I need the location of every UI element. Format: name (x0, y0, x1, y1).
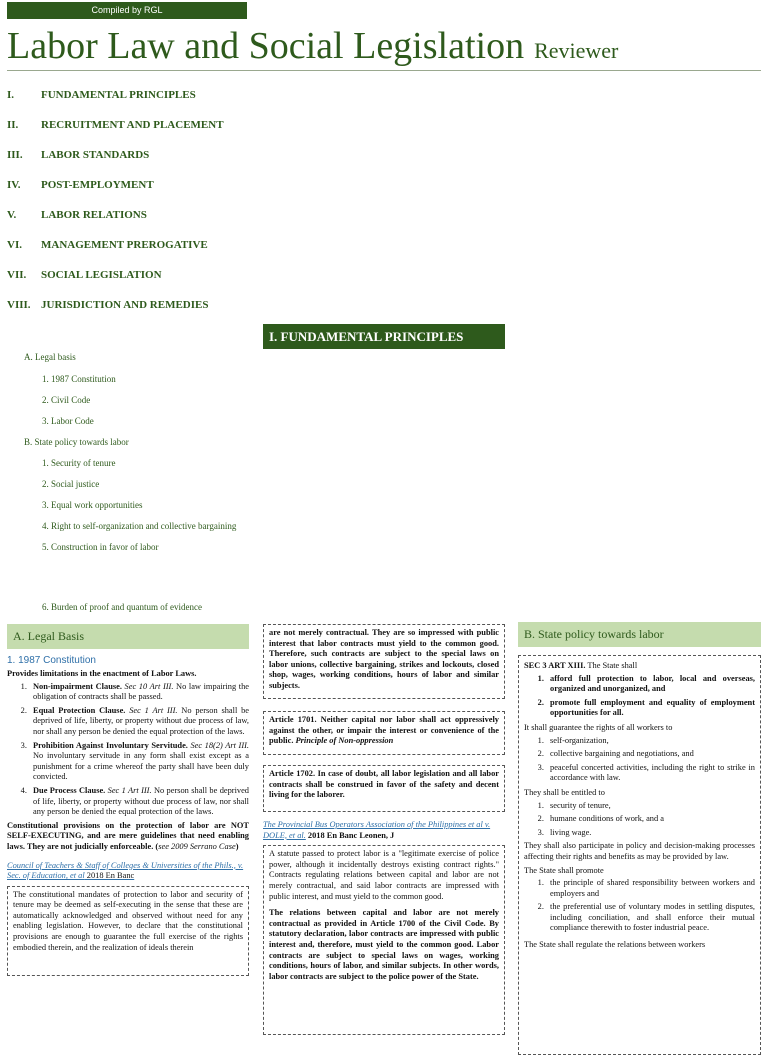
outline-item[interactable]: 2. Civil Code (42, 395, 91, 405)
case-name[interactable]: Council of Teachers & Staff of Colleges & Universities of the Phils., v. Sec. of Education, et al (7, 860, 244, 881)
list-item: 2. the preferential use of voluntary modes in settling disputes, including conciliation, and shall enforce their mutual compliance therewith to foster industrial peace. (546, 902, 755, 934)
list-item (29, 706, 249, 738)
clause-text: No person shall be deprived of life, liberty, or property without due process of law, nor shall any person be denied the equal protection of the laws. (33, 705, 249, 736)
para-citation: see 2009 Serrano Case (158, 841, 236, 851)
clause-list (7, 682, 249, 818)
quote-box (263, 845, 505, 1035)
toc-item[interactable] (7, 89, 196, 101)
list-item: 3. living wage. (546, 828, 755, 839)
list-item: 1. self-organization, (546, 736, 755, 747)
title-subtitle: Reviewer (534, 38, 619, 63)
title-divider (7, 70, 761, 71)
sec-line (524, 661, 755, 672)
list-item (29, 682, 249, 703)
outline-item[interactable]: 3. Equal work opportunities (42, 500, 143, 510)
outline-item[interactable]: 1. Security of tenure (42, 458, 116, 468)
quote-box: The constitutional mandates of protection to labor and security of tenure may be deemed as self-executing in the sense that these are automatically acknowledged and observed without need for any enabling legislation. However, to declare that the constitutional provisions are enough to guarantee the full exercise of the rights embodied therein, and the realization of ideals therein (7, 886, 249, 976)
paragraph: They shall also participate in policy and decision-making processes affecting their rights and benefits as may be provided by law. (524, 841, 755, 861)
case-year: 2018 En Banc Leonen, J (305, 830, 395, 840)
toc-item[interactable] (7, 269, 162, 281)
quote-box: are not merely contractual. They are so impressed with public interest that labor contracts must yield to the common good. Therefore, such contracts are subject to the special laws on labor unions, collective bargaining, strikes and lockouts, closed shop, wages, working conditions, hours of labor and similar subjects. (263, 624, 505, 699)
outline-item[interactable]: 5. Construction in favor of labor (42, 542, 159, 552)
case-title[interactable] (7, 861, 249, 882)
paragraph: The relations between capital and labor are not merely contractual as provided in Article 1700 of the Civil Code. By statutory declaration, labor contracts are impressed with public interest and, therefore, must yield to the common good. Labor contracts are subject to special laws on wages, working conditions, hours of labor, and similar subjects. In other words, labor contracts are subject to the police power of the State. (269, 908, 499, 981)
toc-label: LABOR RELATIONS (41, 209, 147, 221)
clause-citation: Sec 1 Art III. (105, 785, 152, 795)
state-list (524, 674, 755, 719)
outline-item[interactable]: 3. Labor Code (42, 416, 94, 426)
toc-label: SOCIAL LEGISLATION (41, 269, 162, 281)
para-text: Constitutional provisions on the protection of labor are NOT SELF-EXECUTING, and are mere guidelines that need enabling laws. They are not judicially enforceable. ( (7, 820, 249, 851)
promote-list (524, 878, 755, 934)
column-civil-code (263, 624, 505, 1035)
compiled-by-badge: Compiled by RGL (7, 2, 247, 19)
list-item (29, 741, 249, 783)
toc-num: I. (7, 89, 15, 101)
principle-label: Principle of Non-oppression (293, 736, 394, 746)
toc-item[interactable] (7, 179, 154, 191)
paragraph: They shall be entitled to (524, 787, 605, 797)
column-legal-basis (7, 624, 249, 976)
article-text: Article 1701. Neither capital nor labor shall act oppressively against the other, or impair the interest or convenience of the public. (269, 715, 499, 746)
toc-label: POST-EMPLOYMENT (41, 179, 154, 191)
toc-label: RECRUITMENT AND PLACEMENT (41, 119, 224, 131)
outline-item[interactable]: 2. Social justice (42, 479, 100, 489)
toc-num: VIII. (7, 299, 31, 311)
toc-num: VI. (7, 239, 22, 251)
rights-list (524, 736, 755, 784)
toc-label: LABOR STANDARDS (41, 149, 150, 161)
list-item: 2. collective bargaining and negotiations, and (546, 749, 755, 760)
quote-box (263, 711, 505, 755)
clause-name: Prohibition Against Involuntary Servitude. (33, 740, 188, 750)
toc-item[interactable] (7, 209, 147, 221)
case-title[interactable] (263, 820, 505, 841)
clause-citation: Sec 10 Art III. (121, 681, 174, 691)
toc-num: V. (7, 209, 17, 221)
toc-num: IV. (7, 179, 21, 191)
clause-citation: Sec 18(2) Art III. (187, 740, 249, 750)
section-banner: I. FUNDAMENTAL PRINCIPLES (263, 324, 505, 349)
toc-item[interactable] (7, 299, 208, 311)
clause-name: Equal Protection Clause. (33, 705, 126, 715)
case-year: 2018 En Banc (84, 871, 135, 881)
quote-box (518, 655, 761, 1055)
toc-num: VII. (7, 269, 27, 281)
toc-num: II. (7, 119, 19, 131)
para-end: ) (235, 841, 239, 851)
outline-item[interactable]: 1. 1987 Constitution (42, 374, 116, 384)
clause-name: Non-impairment Clause. (33, 681, 122, 691)
case-name[interactable]: The Provincial Bus Operators Association of the Philippines et al v. DOLE, et al. (263, 820, 491, 840)
sec-text: The State shall (585, 661, 638, 670)
clause-text: No person shall be deprived of life, liberty, or property without due process of law, nor shall any person be denied the equal protection of the laws. (33, 785, 249, 817)
body-text (7, 669, 249, 853)
list-item: 1. afford full protection to labor, local and overseas, organized and unorganized, and (546, 674, 755, 695)
clause-text: No involuntary servitude in any form shall exist except as a punishment for a crime whereof the party shall have been duly convicted. (33, 751, 249, 782)
subsection-heading: 1. 1987 Constitution (7, 655, 96, 666)
list-item (29, 786, 249, 818)
quote-box: Article 1702. In case of doubt, all labor legislation and all labor contracts shall be construed in favor of the safety and decent living for the laborer. (263, 765, 505, 812)
clause-name: Due Process Clause. (33, 785, 106, 795)
toc-item[interactable] (7, 119, 224, 131)
paragraph (7, 821, 249, 853)
list-item: 2. humane conditions of work, and a (546, 814, 755, 825)
paragraph: The State shall promote (524, 865, 604, 875)
paragraph: A statute passed to protect labor is a "legitimate exercise of police power, although it incidentally destroys existing contract rights." Contracts regulating relations between capital and labor are not merely contractual, and said labor contracts are impressed with public interest, and must yield to the common good. (269, 849, 499, 901)
clause-text: No law impairing the obligation of contracts shall be passed. (33, 681, 250, 702)
section-heading: B. State policy towards labor (518, 622, 761, 647)
toc-label: FUNDAMENTAL PRINCIPLES (41, 89, 196, 101)
outline-item[interactable]: 6. Burden of proof and quantum of evidence (42, 602, 202, 612)
toc-item[interactable] (7, 149, 149, 161)
entitlement-list (524, 801, 755, 839)
clause-citation: Sec 1 Art III. (125, 705, 178, 715)
toc-num: III. (7, 149, 23, 161)
toc-label: MANAGEMENT PREROGATIVE (41, 239, 208, 251)
list-item: 2. promote full employment and equality of employment opportunities for all. (546, 698, 755, 719)
list-item: 3. peaceful concerted activities, including the right to strike in accordance with law. (546, 763, 755, 784)
section-heading: A. Legal Basis (7, 624, 249, 649)
toc-item[interactable] (7, 239, 208, 251)
sec-label: SEC 3 ART XIII. (524, 661, 586, 670)
outline-item[interactable]: 4. Right to self-organization and collective bargaining (42, 521, 237, 531)
list-item: 1. the principle of shared responsibility between workers and employers and (546, 878, 755, 899)
column-state-policy (518, 622, 761, 1055)
title-main: Labor Law and Social Legislation (7, 25, 525, 67)
list-item: 1. security of tenure, (546, 801, 755, 812)
outline-item[interactable]: B. State policy towards labor (24, 437, 129, 447)
paragraph: It shall guarantee the rights of all workers to (524, 722, 673, 732)
toc-label: JURISDICTION AND REMEDIES (41, 299, 209, 311)
paragraph: The State shall regulate the relations between workers (524, 940, 706, 950)
intro-text: Provides limitations in the enactment of Labor Laws. (7, 669, 197, 678)
outline-item[interactable]: A. Legal basis (24, 352, 76, 362)
page-title (7, 24, 618, 73)
